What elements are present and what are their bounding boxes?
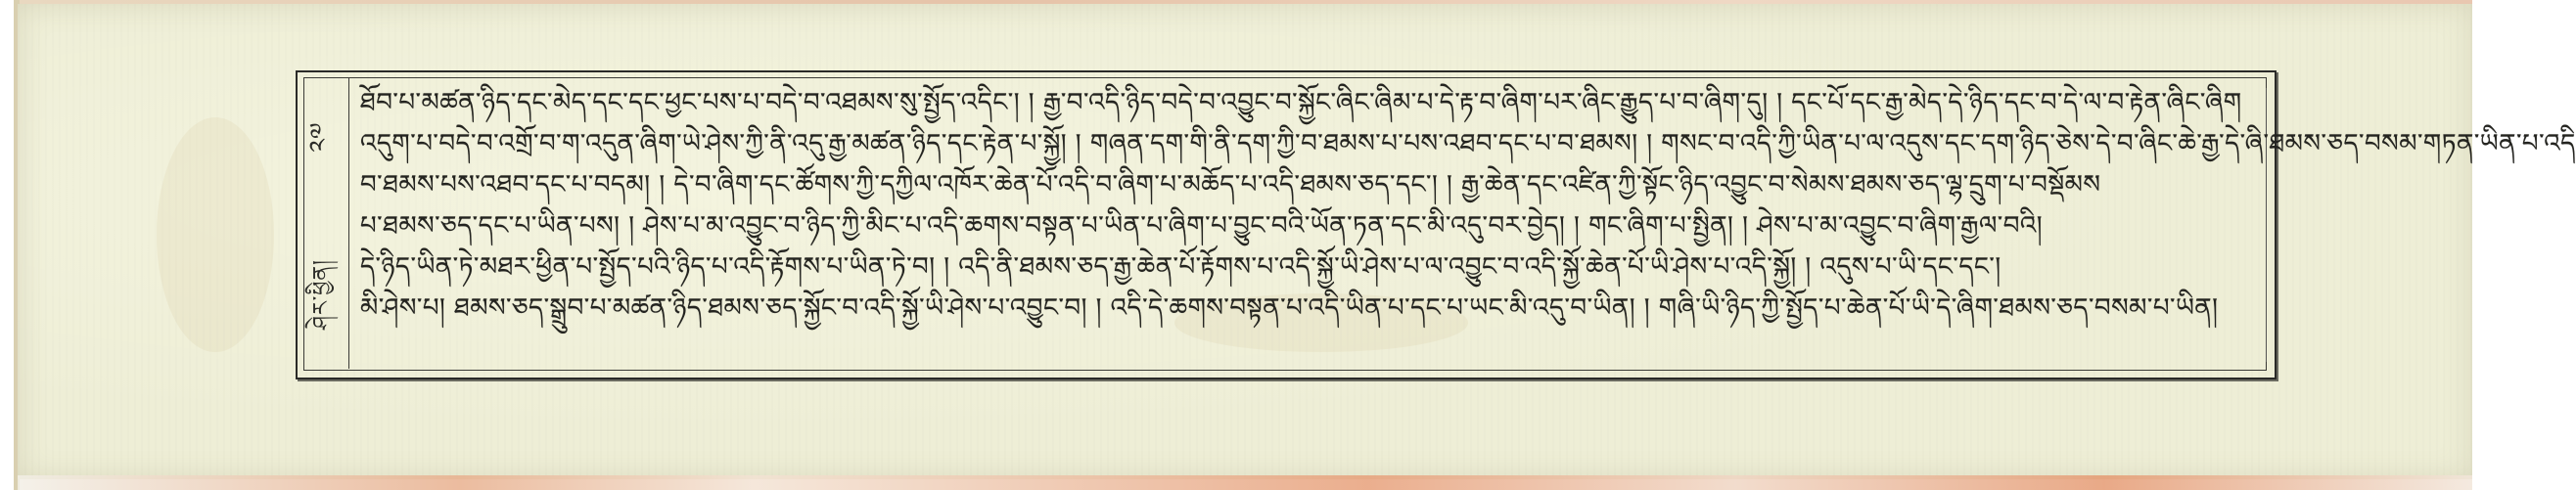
text-line-6: མི་ཤེས་པ། ཐམས་ཅད་སྒྲུབ་པ་མཚན་ཉིད་ཐམས་ཅད་སྐྱོང་བ་འདི་སྐྱོ་ཡི་ཤེས་པ་འབྱུང་བ། ། འདི་དེ་ཆགས་བསྟན་པ་འདི་ཡིན་པ་དང་པ་ཡང་མི་འདུ་བ་ཡིན། ། གཞི་ཡི་ཉིད་ཀྱི་སྤྱོད་པ་ཆེན་པོ་ཡི་དེ་ཞིག་ཐམས་ཅད་བསམ་པ་ཡིན། bbox=[360, 293, 2219, 323]
text-line-2: འདུག་པ་བདེ་བ་འགྲོ་བ་ག་འདུན་ཞིག་ཡེ་ཤེས་ཀྱི་ནི་འདུ་རྒྱ་མཚན་ཉིད་དང་རྟེན་པ་སྐྱོ། ། གཞན་དག་གི་ནི་དག་ཀྱི་བ་ཐམས་པ་པས་འཐབ་དང་པ་བ་ཐམས། ། གསང་བ་འདི་ཀྱི་ཡིན་པ་ལ་འདུས་དང་དག་ཉིད་ཅེས་དེ་བ་ཞིང་ཆེ་རྒྱ་དེ་ཞི་ཐམས་ཅད་བསམ་གཏན་ཡིན་པ་འདི bbox=[360, 129, 2576, 158]
text-line-1: ཐོབ་པ་མཚན་ཉིད་དང་མེད་དང་དང་ཕྱང་པས་པ་བདེ་བ་འཐམས་སུ་སྤྱོད་འདིང་། ། རྒྱ་བ་འདི་ཉིད་བདེ་བ་འབྱུང་བ་སྐྱོང་ཞིང་ཞིམ་པ་དེ་རྟ་བ་ཞིག་པར་ཞིང་རྒྱུད་པ་བ་ཞིག་དུ། ། དང་པོ་དང་རྒྱ་མེད་དེ་ཉིད་དང་བ་དེ་ལ་བ་རྟེན་ཞིང་ཞིག bbox=[360, 88, 2242, 117]
text-line-4: པ་ཐམས་ཅད་དང་པ་ཡིན་པས། ། ཤེས་པ་མ་འབྱུང་བ་ཉིད་ཀྱི་མིང་པ་འདི་ཆགས་བསྟན་པ་ཡིན་པ་ཞིག་པ་བྱུང་བའི་ཡོན་ཏན་དང་མི་འདུ་བར་བྱེད། ། གང་ཞིག་པ་སྤྱིན། ། ཤེས་པ་མ་འབྱུང་བ་ཞིག་རྒྱལ་བའི། bbox=[360, 211, 2044, 241]
paper-stain bbox=[157, 117, 274, 352]
text-block bbox=[360, 78, 2576, 368]
folio-number: ༢༧ bbox=[304, 122, 335, 153]
margin-title: ཤེར་ཕྱིན། bbox=[309, 259, 334, 330]
text-line-3: བ་ཐམས་པས་འཐབ་དང་པ་བདམ། ། དེ་བ་ཞིག་དང་ཚོགས་ཀྱི་དཀྱིལ་འཁོར་ཆེན་པོ་འདི་བ་ཞིག་པ་མཆོད་པ་འདི་ཐམས་ཅད་དང་། ། རྒྱ་ཆེན་དང་འཛིན་ཀྱི་སྟོང་ཉིད་འབྱུང་བ་སེམས་ཐམས་ཅད་ལྷ་དྲུག་པ་བསྡོམས bbox=[360, 170, 2101, 200]
left-margin bbox=[305, 78, 348, 368]
text-line-5: དེ་ཉིད་ཡིན་ཏེ་མཐར་ཕྱིན་པ་སྤྱོད་པའི་ཉིད་པ་འདི་རྟོགས་པ་ཡིན་ཏེ་བ། ། འདི་ནི་ཐམས་ཅད་རྒྱ་ཆེན་པོ་རྟོགས་པ་འདི་སྐྱོ་ཡི་ཤེས་པ་ལ་འབྱུང་བ་འདི་སྐྱོ་ཆེན་པོ་ཡི་ཤེས་པ་འདི་སྐྱོ། ། འདུས་པ་ཡི་དང་དང་། bbox=[360, 252, 2001, 282]
paper-bottom-edge-stain bbox=[18, 475, 2472, 490]
